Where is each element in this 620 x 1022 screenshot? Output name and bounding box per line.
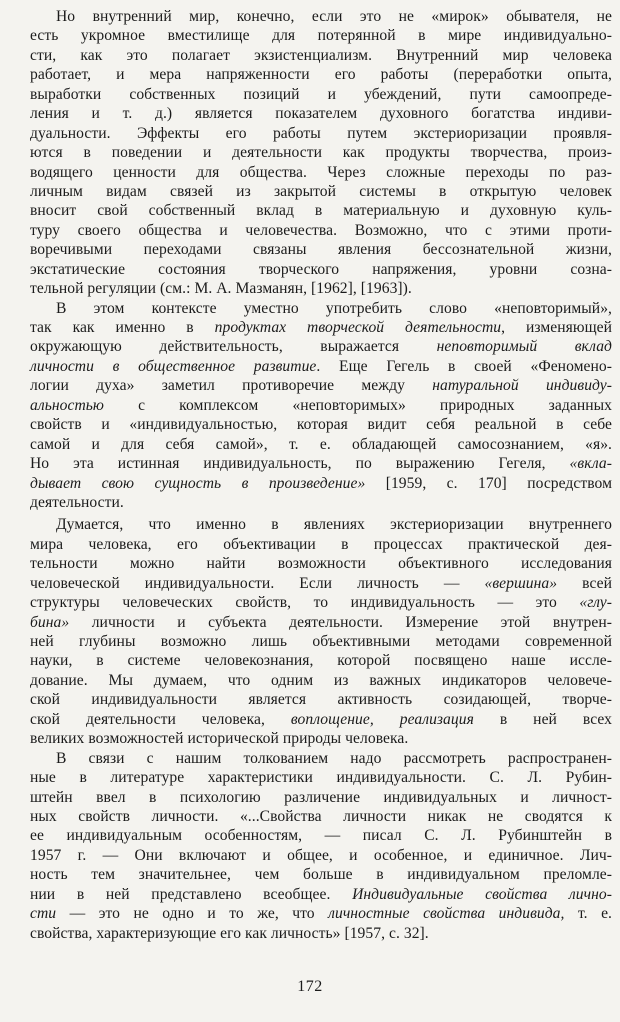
text-line: сти, как это полагает экзистенциализм. Внутренний мир человека	[30, 46, 612, 64]
text-line: науки, в системе человекознания, которой посвящено наше иссле-	[30, 652, 612, 670]
text-line: ской индивидуальности является активность созидающей, творче-	[30, 691, 612, 709]
text-line: свойства, характеризующие его как личность» [1957, с. 32].	[30, 924, 429, 942]
text-line: Думается, что именно в явлениях экстериоризации внутреннего	[56, 516, 612, 534]
text-line: работает, и мера напряженности его работы (переработки опыта,	[30, 66, 612, 84]
text-line: дывает свою сущность в произведение» [1959, с. 170] посредством	[30, 474, 613, 492]
text-line: ее индивидуальным особенностям, — писал С. Л. Рубинштейн в	[30, 827, 612, 845]
paragraph-3	[30, 515, 612, 748]
text-line: нии в ней представлено всеобщее. Индивидуальные свойства лично-	[30, 885, 612, 903]
text-line: ных свойств личности. «...Свойства личности никак не сводятся к	[30, 807, 612, 825]
text-line: сти — это не одно и то же, что личностные свойства индивида, т. е.	[30, 905, 612, 923]
text-line: тельной регуляции (см.: М. А. Мазманян, [1962], [1963]).	[30, 280, 412, 298]
text-line: В этом контексте уместно употребить слово «неповторимый»,	[56, 299, 612, 317]
text-line: В связи с нашим толкованием надо рассмотреть распространен-	[56, 749, 612, 767]
text-line: великих возможностей исторической природы человека.	[30, 730, 409, 748]
paragraph-2	[30, 299, 612, 513]
text-line: ления и т. д.) является показателем духовного богатства индиви-	[30, 105, 612, 123]
text-line: ются в поведении и деятельности как продукты творчества, произ-	[30, 144, 612, 162]
text-line: ней глубины возможно лишь объективными методами современной	[30, 633, 612, 650]
text-line: логии духа» заметил противоречие между натуральной индивиду-	[30, 377, 612, 395]
text-line: туру своего общества и человечества. Возможно, что с этими проти-	[30, 221, 612, 239]
text-line: ность тем значительнее, чем больше в индивидуальном преломле-	[30, 866, 612, 884]
paragraph-1	[30, 7, 612, 299]
text-line: тельности можно найти возможности объективного исследования	[30, 555, 612, 573]
text-line: деятельности.	[30, 493, 124, 511]
text-line: воречивыми переходами связаны явления бессознательной жизни,	[30, 241, 612, 259]
text-line: свойств и «индивидуальностью, которая видит себя реальной в себе	[30, 416, 612, 434]
text-line: личности в общественное развитие. Еще Гегель в своей «Феномено-	[30, 357, 612, 375]
paragraph-4	[30, 749, 612, 943]
text-line: ской деятельности человека, воплощение, реализация в ней всех	[30, 710, 612, 728]
text-line: дование. Мы думаем, что одним из важных индикаторов человече-	[30, 671, 612, 689]
text-line: 1957 г. — Они включают и общее, и особенное, и единичное. Лич-	[30, 846, 612, 864]
text-line: так как именно в продуктах творческой деятельности, изменяющей	[30, 319, 612, 336]
text-line: вносит свой собственный вклад в материальную и духовную куль-	[30, 202, 612, 220]
text-line: мира человека, его объективации в процессах практической дея-	[30, 535, 612, 553]
text-line: окружающую действительность, выражается неповторимый вклад	[30, 338, 612, 356]
text-line: экстатические состояния творческого напряжения, уровни созна-	[30, 260, 612, 278]
text-line: альностью с комплексом «неповторимых» природных заданных	[30, 396, 612, 414]
text-line: Но эта истинная индивидуальность, по выражению Гегеля, «вкла-	[30, 455, 612, 473]
text-line: человеческой индивидуальности. Если личность — «вершина» всей	[30, 574, 612, 592]
text-line: дуальности. Эффекты его работы путем экстериоризации проявля-	[30, 124, 612, 142]
text-line: структуры человеческих свойств, то индивидуальность — это «глу-	[30, 594, 612, 612]
text-line: водящего ценности для общества. Через сложные переходы по раз-	[30, 163, 612, 181]
text-line: бина» личности и субъекта деятельности. Измерение этой внутрен-	[30, 613, 612, 631]
text-line: есть укромное вместилище для потерянной в мире индивидуально-	[30, 27, 612, 45]
body-text	[30, 7, 612, 943]
text-line: самой и для себя самой», т. е. обладающей самосознанием, «я».	[30, 435, 612, 453]
text-line: Но внутренний мир, конечно, если это не «мирок» обывателя, не	[56, 8, 612, 25]
page-number: 172	[297, 978, 323, 995]
text-line: личным видам связей из закрытой системы в открытую человек	[30, 182, 612, 200]
text-line: выработки собственных позиций и убеждений, пути самоопреде-	[30, 85, 612, 103]
text-line: штейн ввел в психологию различение индивидуальных и личност-	[30, 788, 612, 806]
text-line: ные в литературе характеристики индивидуальности. С. Л. Рубин-	[30, 769, 612, 787]
